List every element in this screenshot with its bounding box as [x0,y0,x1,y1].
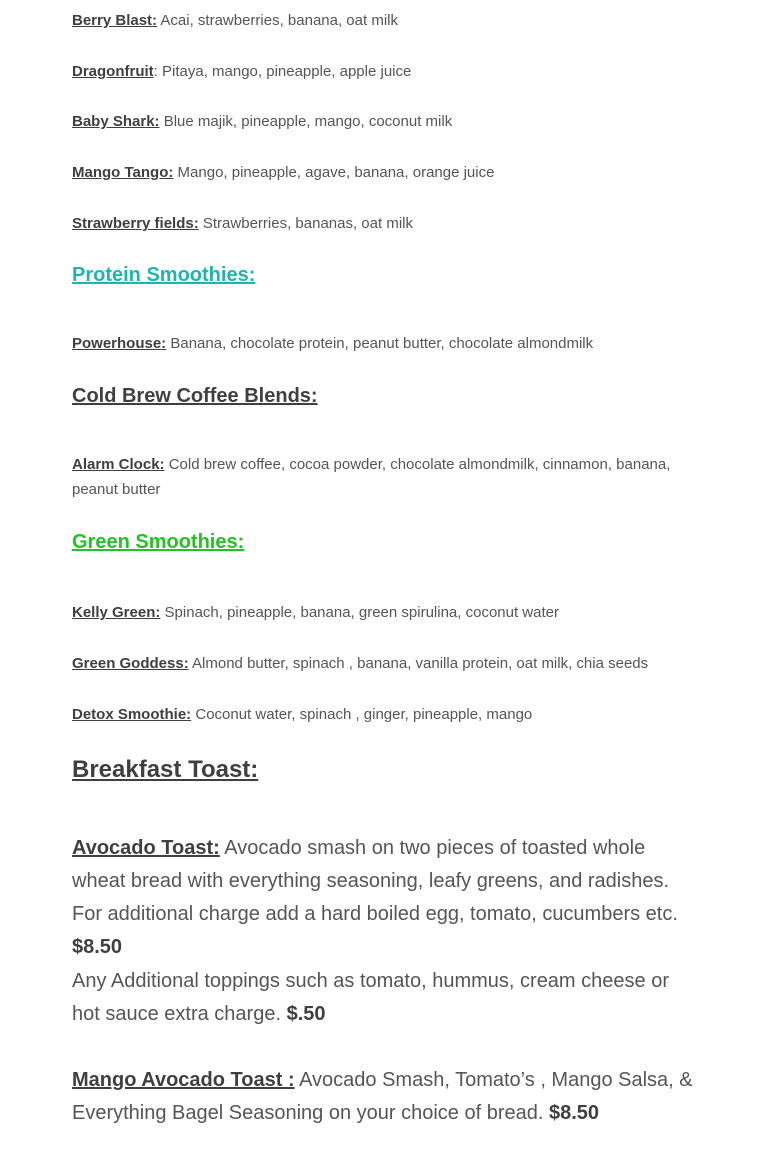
item-name: Powerhouse: [72,335,167,352]
menu-item-avocado-toast [72,832,698,964]
item-desc: Any Additional toppings such as tomato, hummus, cream cheese or hot sauce extra charge. [72,970,669,1025]
item-price: $8.50 [548,1102,600,1124]
item-name: Strawberry fields: [72,215,199,232]
item-desc: Strawberries, bananas, oat milk [198,215,413,232]
item-name: Detox Smoothie: [72,706,192,723]
section-heading-breakfast-toast: Breakfast Toast: [72,756,259,783]
item-name: Avocado Toast: [72,837,220,859]
item-desc: Banana, chocolate protein, peanut butter, chocolate almondmilk [166,335,594,352]
item-price: $.50 [286,1003,326,1025]
section-heading-cold-brew: Cold Brew Coffee Blends: [72,385,318,407]
item-name: Mango Tango: [72,164,174,181]
item-desc: Blue majik, pineapple, mango, coconut milk [159,113,453,130]
section-heading-protein: Protein Smoothies: [72,264,256,286]
item-desc: Spinach, pineapple, banana, green spirulina, coconut water [160,604,559,621]
item-name: Alarm Clock: [72,456,165,473]
item-name: Green Goddess: [72,655,189,672]
item-desc: Avocado Smash, Tomato’s , Mango Salsa, & Everything Bagel Seasoning on your choice of bread. [72,1069,693,1124]
menu-item-baby-shark [72,109,698,134]
item-name: Mango Avocado Toast : [72,1069,295,1091]
menu-item-detox-smoothie [72,702,698,727]
item-desc: Almond butter, spinach , banana, vanilla protein, oat milk, chia seeds [188,655,649,672]
item-name: Kelly Green: [72,604,161,621]
menu-item-powerhouse [72,331,698,356]
menu-item-mango-avocado-toast [72,1064,698,1130]
item-desc: Mango, pineapple, agave, banana, orange juice [173,164,495,181]
menu-item-mango-tango [72,160,698,185]
menu-item-strawberry-fields [72,211,698,236]
menu-item-green-goddess [72,651,698,676]
item-desc: Avocado smash on two pieces of toasted whole wheat bread with everything seasoning, leafy greens, and radishes. For additional charge add a hard boiled egg, tomato, cucumbers etc. [72,837,678,925]
item-name: Berry Blast: [72,12,158,29]
section-heading-green: Green Smoothies: [72,531,245,553]
menu-item-dragonfruit [72,59,698,84]
item-price: $8.50 [72,936,123,958]
menu-item-kelly-green [72,600,698,625]
menu-item-berry-blast [72,8,698,33]
item-desc: Acai, strawberries, banana, oat milk [157,12,398,29]
item-desc: Coconut water, spinach , ginger, pineapple, mango [191,706,533,723]
menu-item-additional-toppings [72,965,698,1031]
item-name: Dragonfruit [72,63,154,80]
item-desc: : Pitaya, mango, pineapple, apple juice [153,63,412,80]
menu-item-alarm-clock [72,452,698,502]
item-desc: Cold brew coffee, cocoa powder, chocolate almondmilk, cinnamon, banana, peanut butter [72,456,671,498]
item-name: Baby Shark: [72,113,160,130]
